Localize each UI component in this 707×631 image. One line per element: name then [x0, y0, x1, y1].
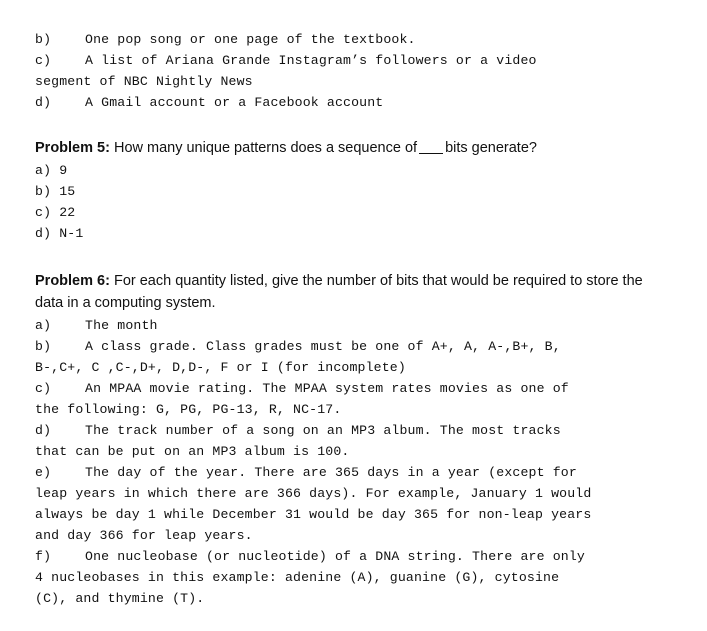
top-item-c-cont: segment of NBC Nightly News	[35, 74, 253, 89]
item-text: One nucleobase (or nucleotide) of a DNA string. There are only	[85, 549, 585, 564]
problem-6-item-d	[35, 420, 561, 441]
top-item-d	[35, 92, 383, 113]
problem-6-item-f-cont-2: (C), and thymine (T).	[35, 591, 205, 606]
problem-6-intro-cont: data in a computing system.	[35, 295, 216, 311]
item-label: d)	[35, 423, 52, 438]
item-text: The track number of a song on an MP3 album. The most tracks	[85, 423, 561, 438]
problem-6-item-a	[35, 315, 158, 336]
problem-5-question	[35, 137, 537, 159]
item-label: a)	[35, 318, 52, 333]
problem-6-item-f	[35, 546, 585, 567]
item-label: c)	[35, 53, 52, 68]
item-label: c)	[35, 381, 52, 396]
problem-6-intro-text: For each quantity listed, give the number of bits that would be required to store the	[113, 273, 643, 289]
problem-6-item-f-cont-1: 4 nucleobases in this example: adenine (A), guanine (G), cytosine	[35, 570, 560, 585]
problem-6-item-b	[35, 336, 561, 357]
problem-6-intro	[35, 270, 643, 292]
problem-6-item-b-cont: B-,C+, C ,C-,D+, D,D-, F or I (for incomplete)	[35, 360, 406, 375]
item-label: e)	[35, 465, 52, 480]
answer-blank	[419, 139, 443, 154]
problem-6-item-e-cont-3: and day 366 for leap years.	[35, 528, 253, 543]
item-label: b)	[35, 339, 52, 354]
problem-5-heading: Problem 5:	[35, 140, 110, 156]
problem-5-option-a: a) 9	[35, 163, 68, 178]
problem-6-item-c	[35, 378, 569, 399]
problem-6-item-e	[35, 462, 577, 483]
problem-6-item-d-cont: that can be put on an MP3 album is 100.	[35, 444, 350, 459]
problem-5-option-d: d) N-1	[35, 226, 84, 241]
problem-5-option-b: b) 15	[35, 184, 76, 199]
item-text: An MPAA movie rating. The MPAA system rates movies as one of	[85, 381, 569, 396]
top-item-c	[35, 50, 537, 71]
problem-5-text-before: How many unique patterns does a sequence of	[113, 140, 418, 156]
problem-6-item-e-cont-2: always be day 1 while December 31 would be day 365 for non-leap years	[35, 507, 592, 522]
item-text: A Gmail account or a Facebook account	[85, 95, 384, 110]
problem-6-heading: Problem 6:	[35, 273, 110, 289]
item-text: A list of Ariana Grande Instagram’s followers or a video	[85, 53, 537, 68]
item-text: The month	[85, 318, 158, 333]
item-label: f)	[35, 549, 52, 564]
item-label: b)	[35, 32, 52, 47]
top-item-b	[35, 29, 416, 50]
problem-6-item-c-cont: the following: G, PG, PG-13, R, NC-17.	[35, 402, 342, 417]
problem-5-option-c: c) 22	[35, 205, 76, 220]
item-text: The day of the year. There are 365 days in a year (except for	[85, 465, 577, 480]
item-text: A class grade. Class grades must be one of A+, A, A-,B+, B,	[85, 339, 561, 354]
problem-5-text-after: bits generate?	[445, 140, 537, 156]
item-text: One pop song or one page of the textbook.	[85, 32, 416, 47]
item-label: d)	[35, 95, 52, 110]
problem-6-item-e-cont-1: leap years in which there are 366 days). For example, January 1 would	[35, 486, 592, 501]
